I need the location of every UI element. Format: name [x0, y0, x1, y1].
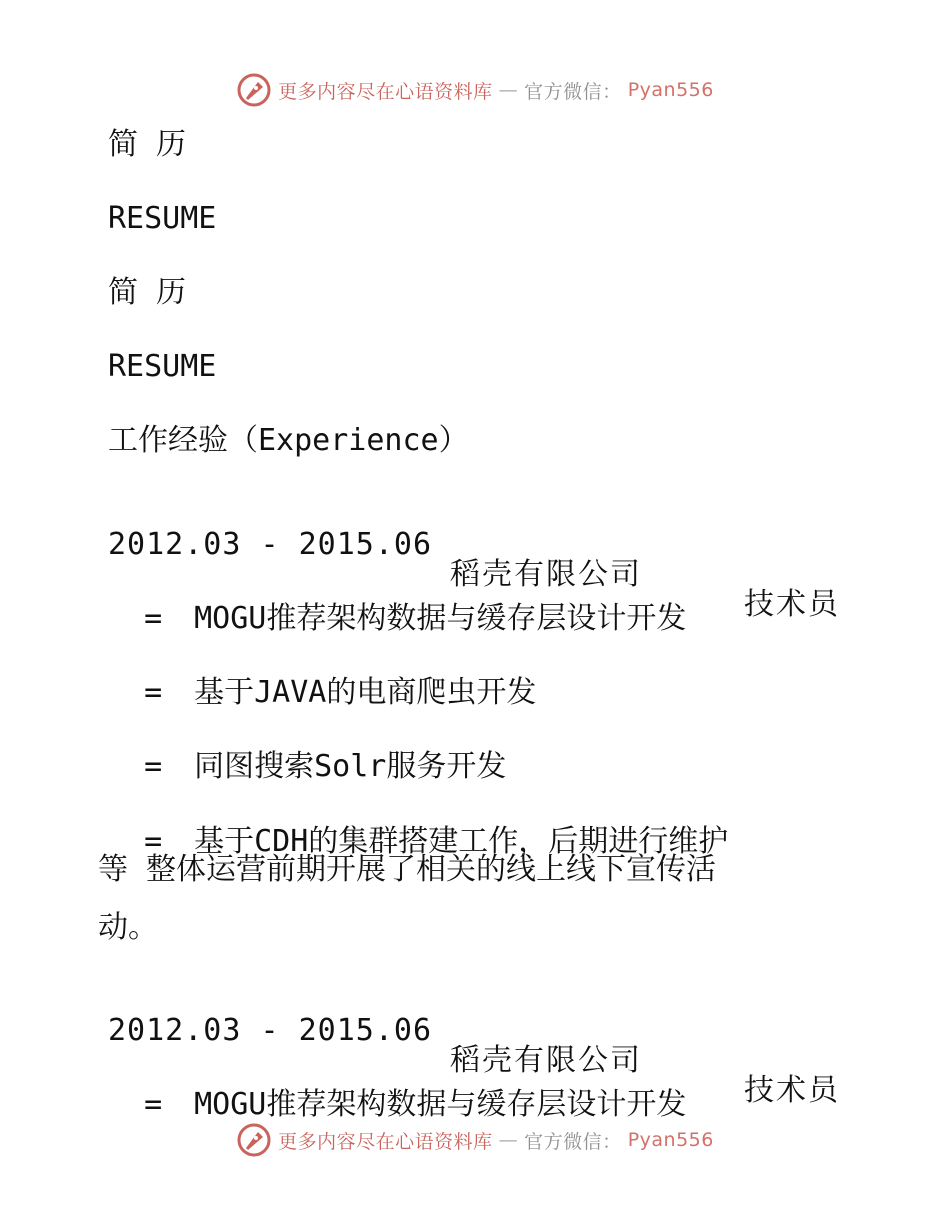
watermark-text: 更多内容尽在心语资料库 — [278, 1130, 493, 1153]
job-1-date: 2012.03 - 2015.06 — [108, 527, 433, 562]
bullet-text: MOGU推荐架构数据与缓存层设计开发 — [194, 601, 687, 636]
heading-cn-2: 简 历 — [108, 275, 187, 310]
job-1-paragraph-line-1: 等 整体运营前期开展了相关的线上线下宣传活 — [98, 852, 717, 887]
bullet-text: 基于CDH的集群搭建工作，后期进行维护 — [194, 824, 729, 859]
job-1-bullet — [108, 574, 686, 634]
bullet-symbol: = — [144, 601, 163, 636]
job-2-bullet — [108, 1060, 686, 1120]
pen-nib-logo-icon — [236, 1122, 272, 1158]
bullet-symbol: = — [144, 749, 163, 784]
job-1-bullet — [108, 648, 536, 708]
watermark-text: 更多内容尽在心语资料库 — [278, 80, 493, 103]
job-1-title: 技术员 — [744, 587, 840, 622]
job-1-paragraph-line-2: 动。 — [98, 910, 158, 945]
job-1-company: 稻壳有限公司 — [450, 557, 642, 592]
heading-en-1: RESUME — [108, 201, 217, 236]
footer-watermark — [0, 1122, 950, 1158]
watermark-wechat-id: Pyan556 — [627, 79, 714, 101]
watermark-wechat-id: Pyan556 — [627, 1129, 714, 1151]
job-1-bullet — [108, 797, 728, 857]
watermark-wechat-label: 官方微信： — [524, 1130, 622, 1153]
pen-nib-logo-icon — [236, 72, 272, 108]
job-2-company: 稻壳有限公司 — [450, 1043, 642, 1078]
heading-cn-1: 简 历 — [108, 127, 187, 162]
bullet-text: 基于JAVA的电商爬虫开发 — [194, 675, 537, 710]
heading-en-2: RESUME — [108, 349, 217, 384]
job-2-date: 2012.03 - 2015.06 — [108, 1013, 433, 1048]
watermark-dash: — — [498, 79, 519, 101]
watermark-wechat-label: 官方微信： — [524, 80, 622, 103]
job-2-title: 技术员 — [744, 1073, 840, 1108]
bullet-text: MOGU推荐架构数据与缓存层设计开发 — [194, 1087, 687, 1122]
bullet-symbol: = — [144, 675, 163, 710]
job-1-bullet — [108, 722, 506, 782]
bullet-text: 同图搜索Solr服务开发 — [194, 749, 507, 784]
watermark-dash: — — [498, 1129, 519, 1151]
section-title: 工作经验（Experience） — [108, 423, 469, 458]
header-watermark — [0, 72, 950, 108]
bullet-symbol: = — [144, 824, 163, 859]
bullet-symbol: = — [144, 1087, 163, 1122]
